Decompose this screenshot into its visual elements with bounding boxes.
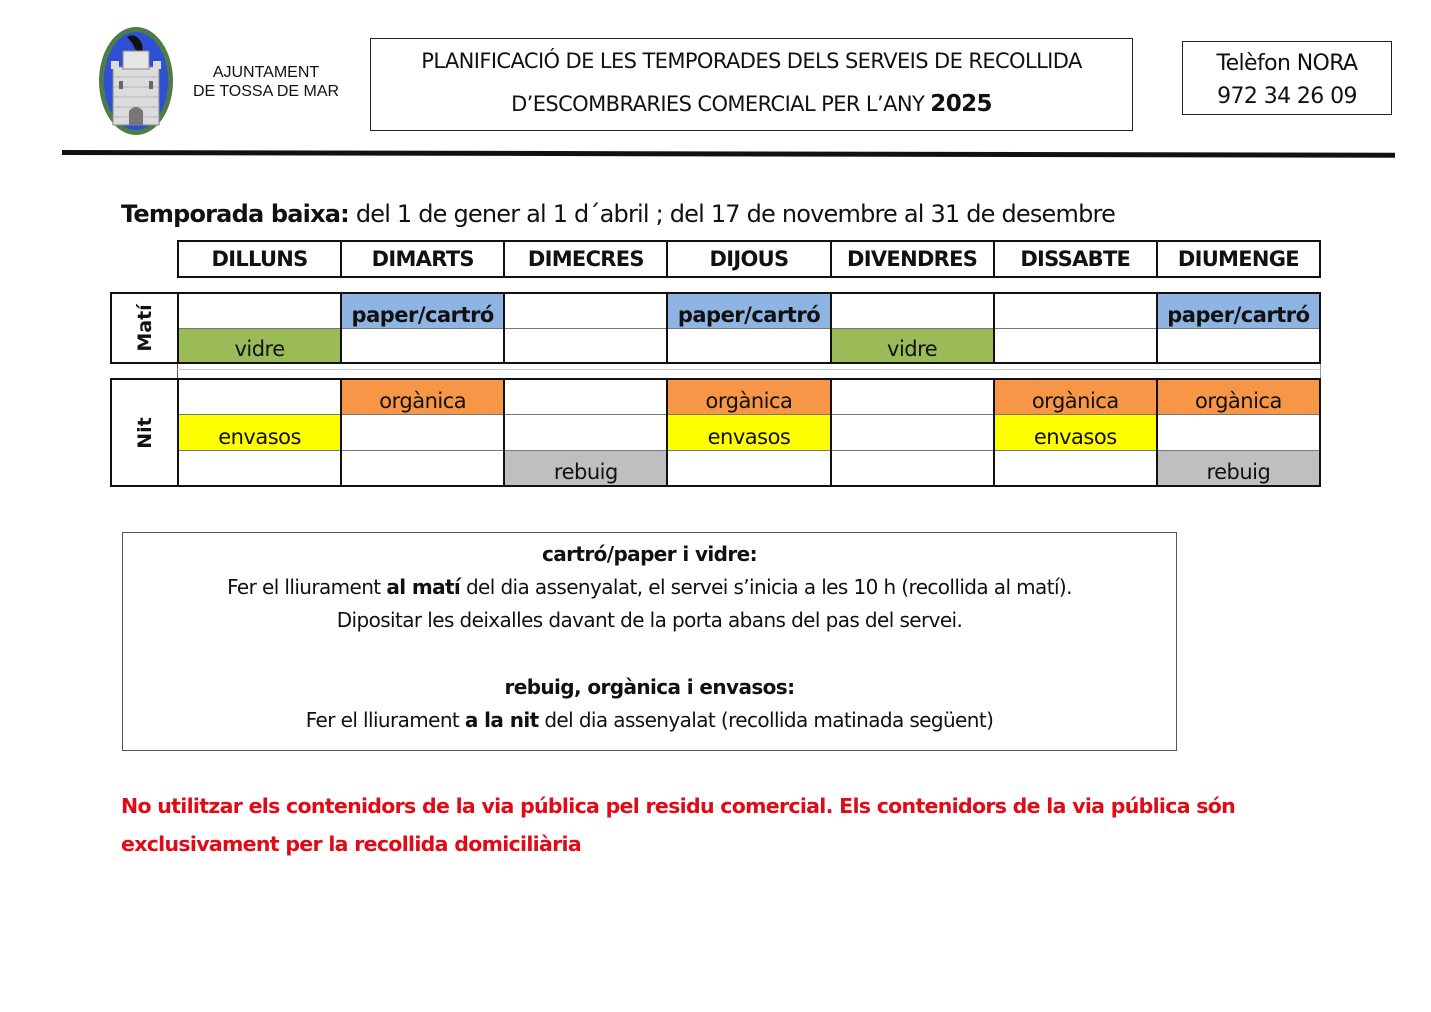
instructions-line3 xyxy=(123,708,1176,732)
instructions-box xyxy=(122,532,1177,751)
phone-number[interactable]: 972 34 26 09 xyxy=(1217,84,1357,109)
day-column xyxy=(668,294,831,362)
day-header: DISSABTE xyxy=(995,242,1158,276)
divider xyxy=(1320,364,1321,378)
day-column xyxy=(505,294,668,362)
collection-cell: vidre xyxy=(832,329,993,363)
day-header: DIUMENGE xyxy=(1177,247,1299,271)
empty-cell xyxy=(179,294,340,329)
title-line2 xyxy=(371,91,1132,117)
morning-columns xyxy=(179,294,1319,362)
warning-notice: No utilitzar els contenidors de la via pública pel residu comercial. Els contenidors de la via pública són exclusivament per la recollida domiciliària xyxy=(121,794,1236,856)
empty-cell xyxy=(179,451,340,485)
empty-cell xyxy=(342,415,503,450)
collection-cell: envasos xyxy=(995,415,1156,450)
org-name-line1: AJUNTAMENT xyxy=(212,64,320,81)
day-header: DIMECRES xyxy=(505,242,668,276)
title-line2-text: D’ESCOMBRARIES COMERCIAL PER L’ANY xyxy=(511,92,925,116)
instructions-line2: Dipositar les deixalles davant de la porta abans del pas del servei. xyxy=(336,608,963,632)
instructions-line1 xyxy=(123,575,1176,599)
day-column xyxy=(995,294,1158,362)
day-header: DIMARTS xyxy=(342,242,505,276)
empty-cell xyxy=(995,451,1156,485)
line1-bold: al matí xyxy=(386,575,461,599)
day-column xyxy=(1158,380,1319,485)
instructions-heading-morning: cartró/paper i vidre: xyxy=(541,542,758,566)
season-range: del 1 de gener al 1 d´abril ; del 17 de novembre al 31 de desembre xyxy=(348,200,1116,228)
empty-cell xyxy=(832,294,993,329)
day-header: DIJOUS xyxy=(668,242,831,276)
collection-cell: orgànica xyxy=(342,380,503,415)
empty-cell xyxy=(668,329,829,363)
instructions-heading-night: rebuig, orgànica i envasos: xyxy=(504,675,795,699)
collection-cell: vidre xyxy=(179,329,340,363)
divider xyxy=(177,364,178,378)
collection-cell: orgànica xyxy=(668,380,829,415)
day-column xyxy=(995,380,1158,485)
collection-cell: orgànica xyxy=(995,380,1156,415)
collection-cell: paper/cartró xyxy=(668,294,829,329)
empty-cell xyxy=(505,380,666,415)
empty-cell xyxy=(505,415,666,450)
day-column xyxy=(1158,294,1319,362)
collection-cell: orgànica xyxy=(1158,380,1319,415)
empty-cell xyxy=(832,415,993,450)
line3-bold: a la nit xyxy=(464,708,539,732)
empty-cell xyxy=(342,329,503,363)
collection-cell: rebuig xyxy=(505,451,666,485)
divider xyxy=(177,369,1320,370)
season-line xyxy=(121,200,1115,228)
day-column xyxy=(179,380,342,485)
empty-cell xyxy=(832,380,993,415)
empty-cell xyxy=(342,451,503,485)
night-schedule xyxy=(110,378,1321,487)
title-year: 2025 xyxy=(930,91,992,117)
empty-cell xyxy=(995,294,1156,329)
night-columns xyxy=(179,380,1319,485)
collection-cell: paper/cartró xyxy=(342,294,503,329)
empty-cell xyxy=(668,451,829,485)
day-column xyxy=(832,294,995,362)
header-divider xyxy=(62,150,1395,158)
empty-cell xyxy=(995,329,1156,363)
line3-post: del dia assenyalat (recollida matinada següent) xyxy=(538,708,994,732)
municipality-name xyxy=(182,63,350,101)
line1-pre: Fer el lliurament xyxy=(227,575,387,599)
empty-cell xyxy=(505,329,666,363)
day-column xyxy=(832,380,995,485)
line3-pre: Fer el lliurament xyxy=(305,708,465,732)
empty-cell xyxy=(505,294,666,329)
org-name-line2: DE TOSSA DE MAR xyxy=(192,83,340,100)
title-line1: PLANIFICACIÓ DE LES TEMPORADES DELS SERVEIS DE RECOLLIDA xyxy=(421,49,1082,73)
municipal-coat-of-arms-icon xyxy=(97,25,175,137)
morning-label: Matí xyxy=(133,304,156,352)
empty-cell xyxy=(1158,415,1319,450)
phone-label: Telèfon NORA xyxy=(1216,51,1358,76)
collection-cell: paper/cartró xyxy=(1158,294,1319,329)
day-header: DIVENDRES xyxy=(832,242,995,276)
collection-cell: envasos xyxy=(668,415,829,450)
day-column xyxy=(342,294,505,362)
day-header: DILLUNS xyxy=(179,242,342,276)
day-column xyxy=(505,380,668,485)
coat-of-arms-logo xyxy=(97,25,175,137)
night-label-cell xyxy=(112,380,179,485)
document-title-box xyxy=(370,38,1133,131)
night-label: Nit xyxy=(133,416,156,449)
day-column xyxy=(668,380,831,485)
collection-cell: envasos xyxy=(179,415,340,450)
season-label: Temporada baixa: xyxy=(121,200,349,228)
empty-cell xyxy=(1158,329,1319,363)
phone-box xyxy=(1182,41,1392,115)
morning-schedule xyxy=(110,292,1321,364)
empty-cell xyxy=(832,451,993,485)
line1-post: del dia assenyalat, el servei s’inicia a les 10 h (recollida al matí). xyxy=(460,575,1072,599)
day-column xyxy=(342,380,505,485)
day-column xyxy=(179,294,342,362)
empty-cell xyxy=(179,380,340,415)
days-header xyxy=(177,240,1321,278)
collection-cell: rebuig xyxy=(1158,451,1319,485)
morning-label-cell xyxy=(112,294,179,362)
